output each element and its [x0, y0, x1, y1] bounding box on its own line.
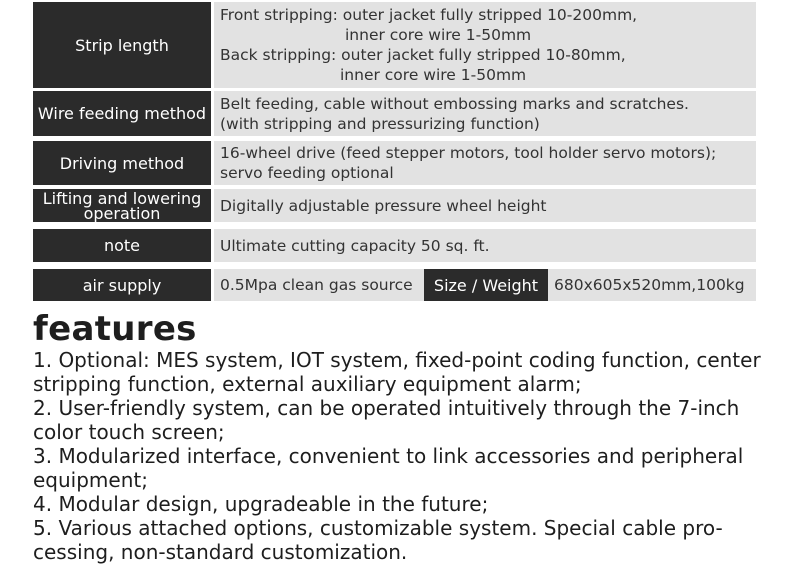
wire-feeding-line-2: (with stripping and pressurizing function) [220, 114, 540, 133]
note-line-1: Ultimate cutting capacity 50 sq. ft. [220, 236, 490, 255]
driving-line-2: servo feeding optional [220, 164, 394, 182]
strip-length-line-4: inner core wire 1-50mm [340, 66, 527, 84]
strip-length-line-3: Back stripping: outer jacket fully stripped 10-80mm, [220, 46, 626, 64]
spec-label-size-weight: Size / Weight [424, 269, 548, 301]
strip-length-line-1: Front stripping: outer jacket fully stripped 10-200mm, [220, 6, 638, 24]
spec-value-note [214, 229, 756, 262]
spec-label-driving: Driving method [33, 141, 211, 185]
spec-row-driving [33, 141, 756, 185]
lifting-label-line-2: operation [83, 203, 161, 223]
spec-row-lifting [33, 189, 756, 222]
spec-label-note: note [33, 229, 211, 262]
wire-feeding-line-1: Belt feeding, cable without embossing marks and scratches. [220, 94, 689, 113]
strip-length-line-2: inner core wire 1-50mm [345, 26, 532, 44]
spec-value-wire-feeding [214, 91, 756, 136]
features-heading: features [33, 309, 197, 349]
spec-row-air-supply [33, 269, 756, 301]
spec-label-lifting [33, 189, 211, 222]
spec-row-note [33, 229, 756, 262]
spec-label-strip-length: Strip length [33, 2, 211, 88]
spec-label-air-supply: air supply [33, 269, 211, 301]
feature-item-1: 1. Optional: MES system, IOT system, fixed-point coding function, center stripping function, external auxiliary equipment alarm; [33, 348, 761, 396]
spec-value-air-supply [214, 269, 424, 301]
driving-line-1: 16-wheel drive (feed stepper motors, tool holder servo motors); [220, 144, 717, 162]
features-list [33, 348, 773, 564]
spec-row-strip-length [33, 2, 756, 88]
feature-item-3: 3. Modularized interface, convenient to link accessories and peripheral equipment; [33, 444, 744, 492]
feature-item-5: 5. Various attached options, customizable system. Special cable pro-cessing, non-standard customization. [33, 516, 723, 564]
air-supply-value: 0.5Mpa clean gas source [220, 276, 413, 294]
feature-item-2: 2. User-friendly system, can be operated intuitively through the 7-inch color touch screen; [33, 396, 740, 444]
spec-label-wire-feeding: Wire feeding method [33, 91, 211, 136]
lifting-line-1: Digitally adjustable pressure wheel height [220, 196, 547, 215]
spec-value-strip-length [214, 2, 756, 88]
lifting-label-line-1: Lifting and lowering [42, 188, 202, 208]
spec-row-wire-feeding [33, 91, 756, 136]
spec-value-size-weight: 680x605x520mm,100kg [548, 269, 756, 301]
feature-item-4: 4. Modular design, upgradeable in the future; [33, 492, 489, 516]
spec-value-driving [214, 141, 756, 185]
spec-value-lifting [214, 189, 756, 222]
